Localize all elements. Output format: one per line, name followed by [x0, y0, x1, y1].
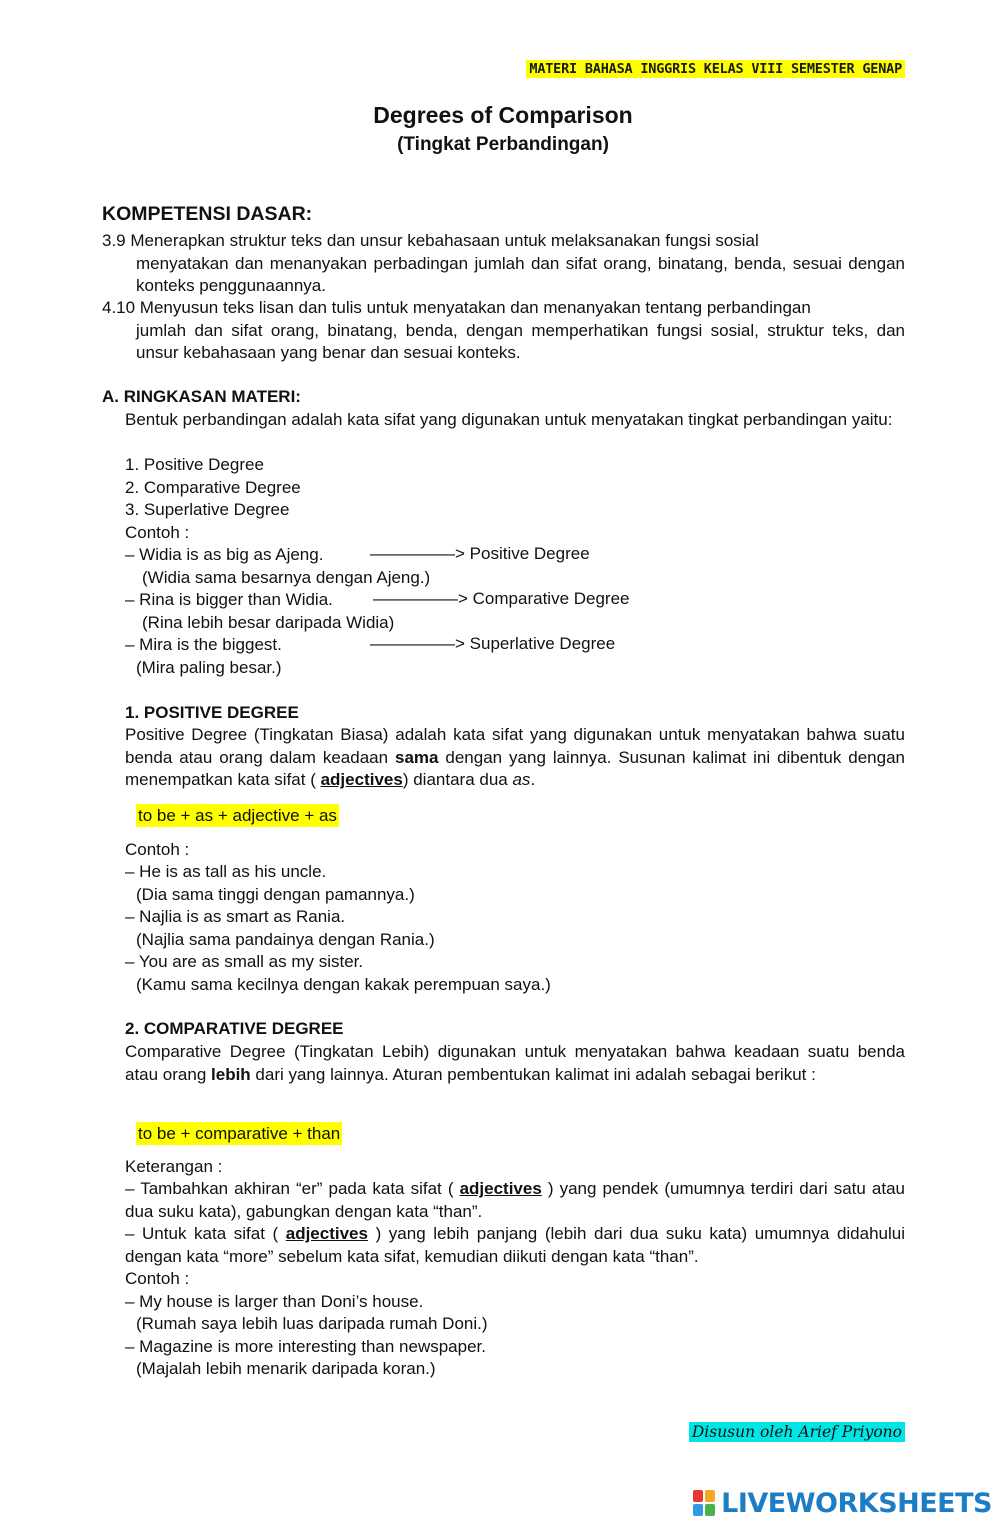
- keterangan-label: Keterangan :: [125, 1157, 223, 1176]
- text-run: .: [530, 770, 536, 789]
- text-run-italic: as: [512, 770, 531, 789]
- adjectives-term: adjectives: [320, 770, 403, 789]
- liveworksheets-icon: [693, 1490, 717, 1518]
- adjectives-term: adjectives: [285, 1224, 368, 1243]
- example-arrow: —————> Positive Degree: [370, 544, 590, 563]
- example-sentence: – Widia is as big as Ajeng.: [125, 545, 324, 564]
- example-translation: (Kamu sama kecilnya dengan kakak perempuan saya.): [136, 975, 551, 994]
- ringkasan-contoh-label: Contoh :: [125, 523, 190, 542]
- kompetensi-item-2-rest: jumlah dan sifat orang, binatang, benda, dengan memperhatikan fungsi sosial, struktur teks, dan unsur kebahasaan yang benar dan sesuai konteks.: [136, 320, 905, 362]
- example-translation: (Mira paling besar.): [136, 658, 282, 677]
- page-title: Degrees of Comparison: [373, 102, 633, 128]
- kompetensi-item-1-first: 3.9 Menerapkan struktur teks dan unsur kebahasaan untuk melaksanakan fungsi sosial: [102, 231, 759, 250]
- positive-formula: to be + as + adjective + as: [138, 806, 337, 825]
- comparative-heading: 2. COMPARATIVE DEGREE: [125, 1019, 344, 1038]
- text-run: Positive Degree (Tingkatan Biasa) adalah kata sifat yang digunakan untuk menyatakan bahwa suatu benda atau orang dalam keadaan: [125, 725, 905, 767]
- example-sentence: – Rina is bigger than Widia.: [125, 590, 333, 609]
- text-run: ) yang lebih panjang (lebih dari dua suku kata) umumnya didahului dengan kata “more” sebelum kata sifat, kemudian diikuti dengan kata “than”.: [125, 1224, 906, 1266]
- keterangan-item-2: [125, 1223, 905, 1268]
- example-sentence: – Magazine is more interesting than newspaper.: [125, 1337, 486, 1356]
- example-translation: (Najlia sama pandainya dengan Rania.): [136, 930, 435, 949]
- example-sentence: – Najlia is as smart as Rania.: [125, 907, 346, 926]
- positive-contoh-label: Contoh :: [125, 840, 190, 859]
- example-translation: (Widia sama besarnya dengan Ajeng.): [142, 568, 431, 587]
- text-run-bold: sama: [394, 747, 439, 767]
- comparative-contoh-label: Contoh :: [125, 1269, 190, 1288]
- author-label: Disusun oleh Arief Priyono: [689, 1422, 905, 1442]
- example-sentence: – My house is larger than Doni’s house.: [125, 1292, 424, 1311]
- ringkasan-intro: Bentuk perbandingan adalah kata sifat yang digunakan untuk menyatakan tingkat perbandingan yaitu:: [125, 410, 893, 429]
- example-arrow: —————> Comparative Degree: [373, 589, 630, 608]
- text-run: ) yang pendek (umumnya terdiri dari satu atau dua suku kata), gabungkan dengan kata “than”.: [125, 1179, 905, 1221]
- liveworksheets-logo[interactable]: [693, 1488, 992, 1519]
- text-run: – Untuk kata sifat (: [125, 1224, 286, 1243]
- example-sentence: – He is as tall as his uncle.: [125, 862, 327, 881]
- header-label: MATERI BAHASA INGGRIS KELAS VIII SEMESTER GENAP: [526, 60, 905, 78]
- kompetensi-item-2-first: 4.10 Menyusun teks lisan dan tulis untuk menyatakan dan menanyakan tentang perbandingan: [102, 298, 811, 317]
- ringkasan-heading: A. RINGKASAN MATERI:: [102, 387, 301, 406]
- example-translation: (Dia sama tinggi dengan pamannya.): [136, 885, 415, 904]
- keterangan-item-1: [125, 1178, 905, 1223]
- list-item: 3. Superlative Degree: [125, 500, 290, 519]
- adjectives-term: adjectives: [459, 1179, 542, 1198]
- kompetensi-item-2: [102, 297, 905, 365]
- kompetensi-item-1-rest: menyatakan dan menanyakan perbadingan jumlah dan sifat orang, binatang, benda, sesuai dengan konteks penggunaannya.: [136, 253, 905, 295]
- list-item: 2. Comparative Degree: [125, 478, 301, 497]
- kompetensi-heading: KOMPETENSI DASAR:: [102, 203, 313, 225]
- example-sentence: – Mira is the biggest.: [125, 635, 282, 654]
- example-sentence: – You are as small as my sister.: [125, 952, 364, 971]
- text-run-bold: lebih: [211, 1064, 251, 1084]
- example-translation: (Rina lebih besar daripada Widia): [142, 613, 395, 632]
- text-run: Comparative Degree (Tingkatan Lebih) digunakan untuk menyatakan bahwa keadaan suatu benda atau orang: [125, 1042, 905, 1084]
- positive-heading: 1. POSITIVE DEGREE: [125, 703, 299, 722]
- kompetensi-item-1: [102, 230, 905, 298]
- example-arrow: —————> Superlative Degree: [370, 634, 616, 653]
- text-run: dengan yang lainnya. Susunan kalimat ini dibentuk dengan menempatkan kata sifat (: [125, 747, 905, 789]
- text-run: dari yang lainnya. Aturan pembentukan kalimat ini adalah sebagai berikut :: [250, 1064, 816, 1084]
- example-translation: (Rumah saya lebih luas daripada rumah Doni.): [136, 1314, 488, 1333]
- example-translation: (Majalah lebih menarik daripada koran.): [136, 1359, 436, 1378]
- text-run: ) diantara dua: [402, 770, 513, 789]
- liveworksheets-wordmark: LIVEWORKSHEETS: [721, 1488, 992, 1519]
- positive-paragraph: [125, 724, 905, 792]
- comparative-formula: to be + comparative + than: [138, 1124, 341, 1143]
- text-run: – Tambahkan akhiran “er” pada kata sifat (: [125, 1179, 460, 1198]
- list-item: 1. Positive Degree: [125, 455, 264, 474]
- page-subtitle: (Tingkat Perbandingan): [397, 134, 609, 155]
- comparative-paragraph: [125, 1041, 905, 1086]
